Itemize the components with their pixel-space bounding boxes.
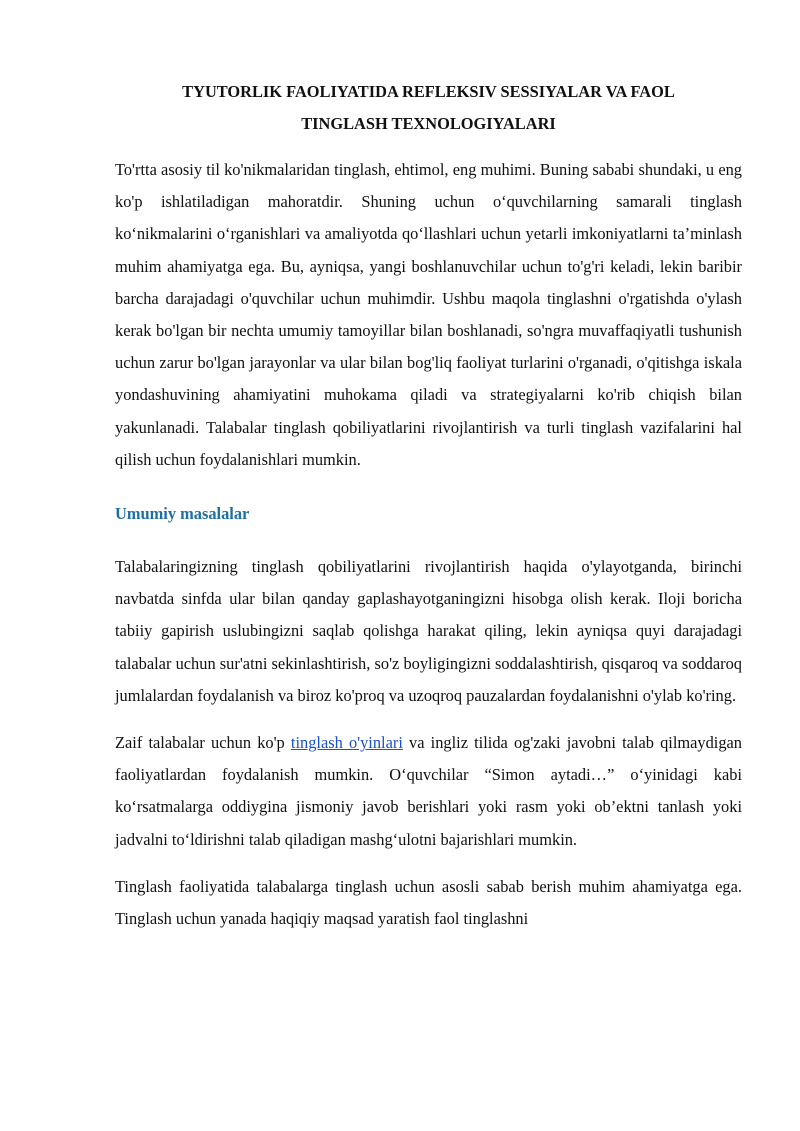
section-heading: Umumiy masalalar bbox=[115, 504, 250, 524]
paragraph-weak-students bbox=[115, 727, 742, 856]
paragraph-text-before-link: Zaif talabalar uchun ko'p bbox=[115, 733, 291, 753]
listening-games-link[interactable]: tinglash o'yinlari bbox=[290, 733, 403, 753]
paragraph-text-after-link: va ingliz tilida og'zaki javobni talab qilmaydigan faoliyatlardan foydalanish mumkin. O‘quvchilar “Simon aytadi…” o‘yinidagi kabi ko‘rsatmalarga oddiygina jismoniy javob berishlari yoki rasm yoki ob’ektni tanlash yoki jadvalni to‘ldirishni talab qiladigan mashg‘ulotni bajarishlari mumkin. bbox=[115, 733, 743, 849]
paragraph-intro: To'rtta asosiy til ko'nikmalaridan tinglash, ehtimol, eng muhimi. Buning sababi shundaki, u eng ko'p ishlatiladigan mahoratdir. Shuning uchun o‘quvchilarning samarali tinglash ko‘nikmalarini o‘rganishlari va amaliyotda qo‘llashlari uchun yetarli imkoniyatlarni ta’minlash muhim ahamiyatga ega. Bu, ayniqsa, yangi boshlanuvchilar uchun to'g'ri keladi, lekin baribir barcha darajadagi o'quvchilar uchun muhimdir. Ushbu maqola tinglashni o'rgatishda o'ylash kerak bo'lgan bir nechta umumiy tamoyillar bilan boshlanadi, so'ngra muvaffaqiyatli tushunish uchun zarur bo'lgan jarayonlar va ular bilan bog'liq faoliyat turlarini o'rganadi, o'qitishga iskala yondashuvining ahamiyatini muhokama qiladi va strategiyalarni ko'rib chiqish bilan yakunlanadi. Talabalar tinglash qobiliyatlarini rivojlantirish va turli tinglash vazifalarini hal qilish uchun foydalanishlari mumkin. bbox=[115, 160, 742, 469]
document-title bbox=[115, 76, 742, 140]
paragraph-listening-purpose: Tinglash faoliyatida talabalarga tinglash uchun asosli sabab berish muhim ahamiyatga ega. Tinglash uchun yanada haqiqiy maqsad yaratish faol tinglashni bbox=[115, 876, 742, 929]
title-line-1: TYUTORLIK FAOLIYATIDA REFLEKSIV SESSIYALAR VA FAOL bbox=[182, 82, 675, 101]
paragraph-general-issues: Talabalaringizning tinglash qobiliyatlarini rivojlantirish haqida o'ylayotganda, birinchi navbatda sinfda ular bilan qanday gaplashayotganingizni hisobga olish kerak. Iloji boricha tabiiy gapirish uslubingizni saqlab qolishga harakat qiling, lekin ayniqsa quyi darajadagi talabalar uchun sur'atni sekinlashtirish, so'z boyligingizni soddalashtirish, qisqaroq va soddaroq jumlalardan foydalanish va biroz ko'proq va uzoqroq pauzalardan foydalanishni o'ylab ko'ring. bbox=[115, 557, 742, 705]
document-page bbox=[115, 0, 742, 935]
title-line-2: TINGLASH TEXNOLOGIYALARI bbox=[301, 114, 556, 133]
